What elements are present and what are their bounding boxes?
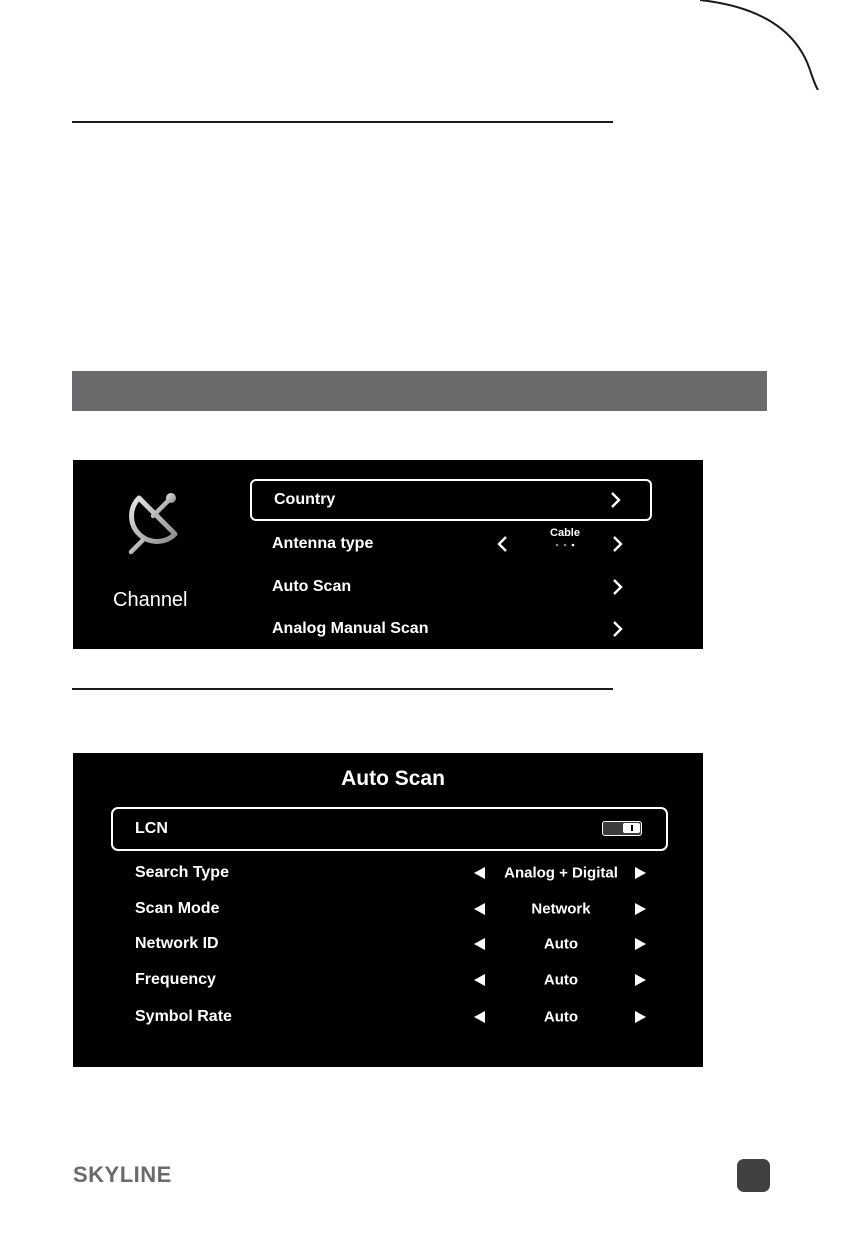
- option-value: Analog + Digital: [504, 864, 618, 882]
- divider-rule-top: [72, 121, 613, 123]
- menu-item-antenna-type[interactable]: [250, 524, 652, 564]
- option-label: Network ID: [135, 935, 219, 952]
- channel-section-label: Channel: [113, 589, 188, 611]
- menu-item-label: Analog Manual Scan: [272, 620, 429, 637]
- chevron-right-icon: [610, 578, 624, 596]
- arrow-right-icon[interactable]: [635, 938, 646, 950]
- arrow-right-icon[interactable]: [635, 1011, 646, 1023]
- arrow-right-icon[interactable]: [635, 867, 646, 879]
- option-value: Network: [531, 900, 591, 918]
- chevron-left-icon[interactable]: [496, 535, 510, 553]
- arrow-left-icon[interactable]: [474, 903, 485, 915]
- arrow-right-icon[interactable]: [635, 903, 646, 915]
- option-page-dots: [552, 543, 578, 547]
- arrow-left-icon[interactable]: [474, 974, 485, 986]
- menu-item-analog-manual-scan[interactable]: [250, 609, 652, 649]
- lcn-toggle[interactable]: [602, 821, 642, 836]
- option-label: Frequency: [135, 971, 216, 988]
- arrow-left-icon[interactable]: [474, 867, 485, 879]
- brand-logo: SKYLINE: [73, 1162, 172, 1187]
- arrow-right-icon[interactable]: [635, 974, 646, 986]
- menu-item-label: Country: [274, 491, 336, 508]
- menu-item-country[interactable]: [250, 479, 652, 521]
- satellite-dish-icon: [119, 490, 185, 560]
- option-value: Auto: [543, 935, 579, 953]
- option-label: Symbol Rate: [135, 1008, 232, 1025]
- chevron-right-icon[interactable]: [610, 535, 624, 553]
- auto-scan-title: Auto Scan: [341, 767, 445, 790]
- chevron-right-icon: [608, 491, 622, 509]
- option-label: Search Type: [135, 864, 229, 881]
- option-value: Auto: [543, 1008, 579, 1026]
- channel-menu-panel: [73, 460, 703, 649]
- option-row-symbol-rate[interactable]: [111, 1005, 668, 1029]
- option-value: Auto: [543, 971, 579, 989]
- option-row-frequency[interactable]: [111, 968, 668, 992]
- antenna-type-value: Cable: [550, 527, 580, 539]
- option-row-network-id[interactable]: [111, 932, 668, 956]
- menu-item-label: Antenna type: [272, 535, 374, 552]
- toggle-knob: [623, 823, 640, 833]
- menu-item-auto-scan[interactable]: [250, 567, 652, 607]
- divider-rule-middle: [72, 688, 613, 690]
- auto-scan-panel: [73, 753, 703, 1067]
- arrow-left-icon[interactable]: [474, 1011, 485, 1023]
- section-header-bar: [72, 371, 767, 411]
- option-label: Scan Mode: [135, 900, 220, 917]
- arrow-left-icon[interactable]: [474, 938, 485, 950]
- menu-item-label: Auto Scan: [272, 578, 352, 595]
- lcn-label: LCN: [135, 820, 168, 837]
- lcn-row[interactable]: [111, 807, 668, 851]
- option-row-search-type[interactable]: [111, 861, 668, 885]
- page-corner-line: [0, 0, 867, 90]
- option-row-scan-mode[interactable]: [111, 897, 668, 921]
- chevron-right-icon: [610, 620, 624, 638]
- page-number-badge: [737, 1159, 770, 1192]
